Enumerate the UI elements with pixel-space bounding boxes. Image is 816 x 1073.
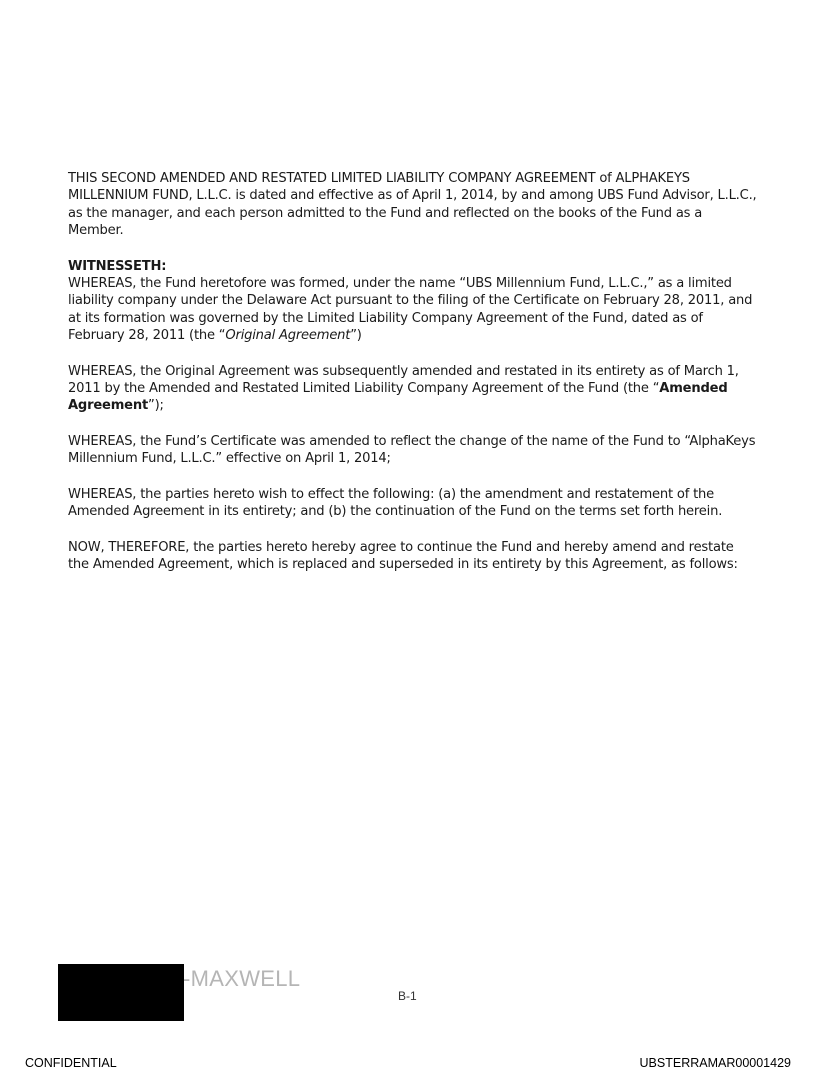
amended-agreement-term: Amended Agreement [68,381,728,414]
confidential-label: CONFIDENTIAL [25,1056,117,1070]
whereas-2-end: ”); [148,398,164,414]
whereas-1-text: WHEREAS, the Fund heretofore was formed, under the name “UBS Millennium Fund, L.L.C.,” as a limited liability company under the Delaware Act pursuant to the filing of the Certificate on February 28, 2011, and at its formation was governed by the Limited Liability Company Agreement of the Fund, dated as of February 28, 2011 (the “ [68,276,753,344]
witnesseth-heading: WITNESSETH: [68,258,167,274]
redaction-box [58,964,184,1021]
whereas-4-paragraph: WHEREAS, the parties hereto wish to effect the following: (a) the amendment and restatement of the Amended Agreement in its entirety; and (b) the continuation of the Fund on the terms set forth herein. [68,486,723,520]
original-agreement-term: Original Agreement [225,328,351,344]
witnesseth-section [68,258,758,345]
whereas-2-text: WHEREAS, the Original Agreement was subsequently amended and restated in its entirety as of March 1, 2011 by the Amended and Restated Limited Liability Company Agreement of the Fund (the “ [68,363,739,397]
agreement-body [68,170,758,591]
now-therefore-paragraph: NOW, THEREFORE, the parties hereto hereby agree to continue the Fund and hereby amend and restate the Amended Agreement, which is replaced and superseded in its entirety by this Agreement, as follows: [68,539,738,572]
intro-paragraph: THIS SECOND AMENDED AND RESTATED LIMITED LIABILITY COMPANY AGREEMENT of ALPHAKEYS MILLENNIUM FUND, L.L.C. is dated and effective as of April 1, 2014, by and among UBS Fund Advisor, L.L.C., as the manager, and each person admitted to the Fund and reflected on the books of the Fund as a Member. [68,171,757,239]
page-number: B-1 [398,989,417,1003]
bates-number: UBSTERRAMAR00001429 [639,1056,791,1070]
whereas-2-paragraph [68,363,758,415]
whereas-3-paragraph: WHEREAS, the Fund’s Certificate was amended to reflect the change of the name of the Fund to “AlphaKeys Millennium Fund, L.L.C.” effective on April 1, 2014; [68,433,756,467]
watermark-text: -MAXWELL [183,966,301,991]
whereas-1-end: ”) [350,328,362,344]
